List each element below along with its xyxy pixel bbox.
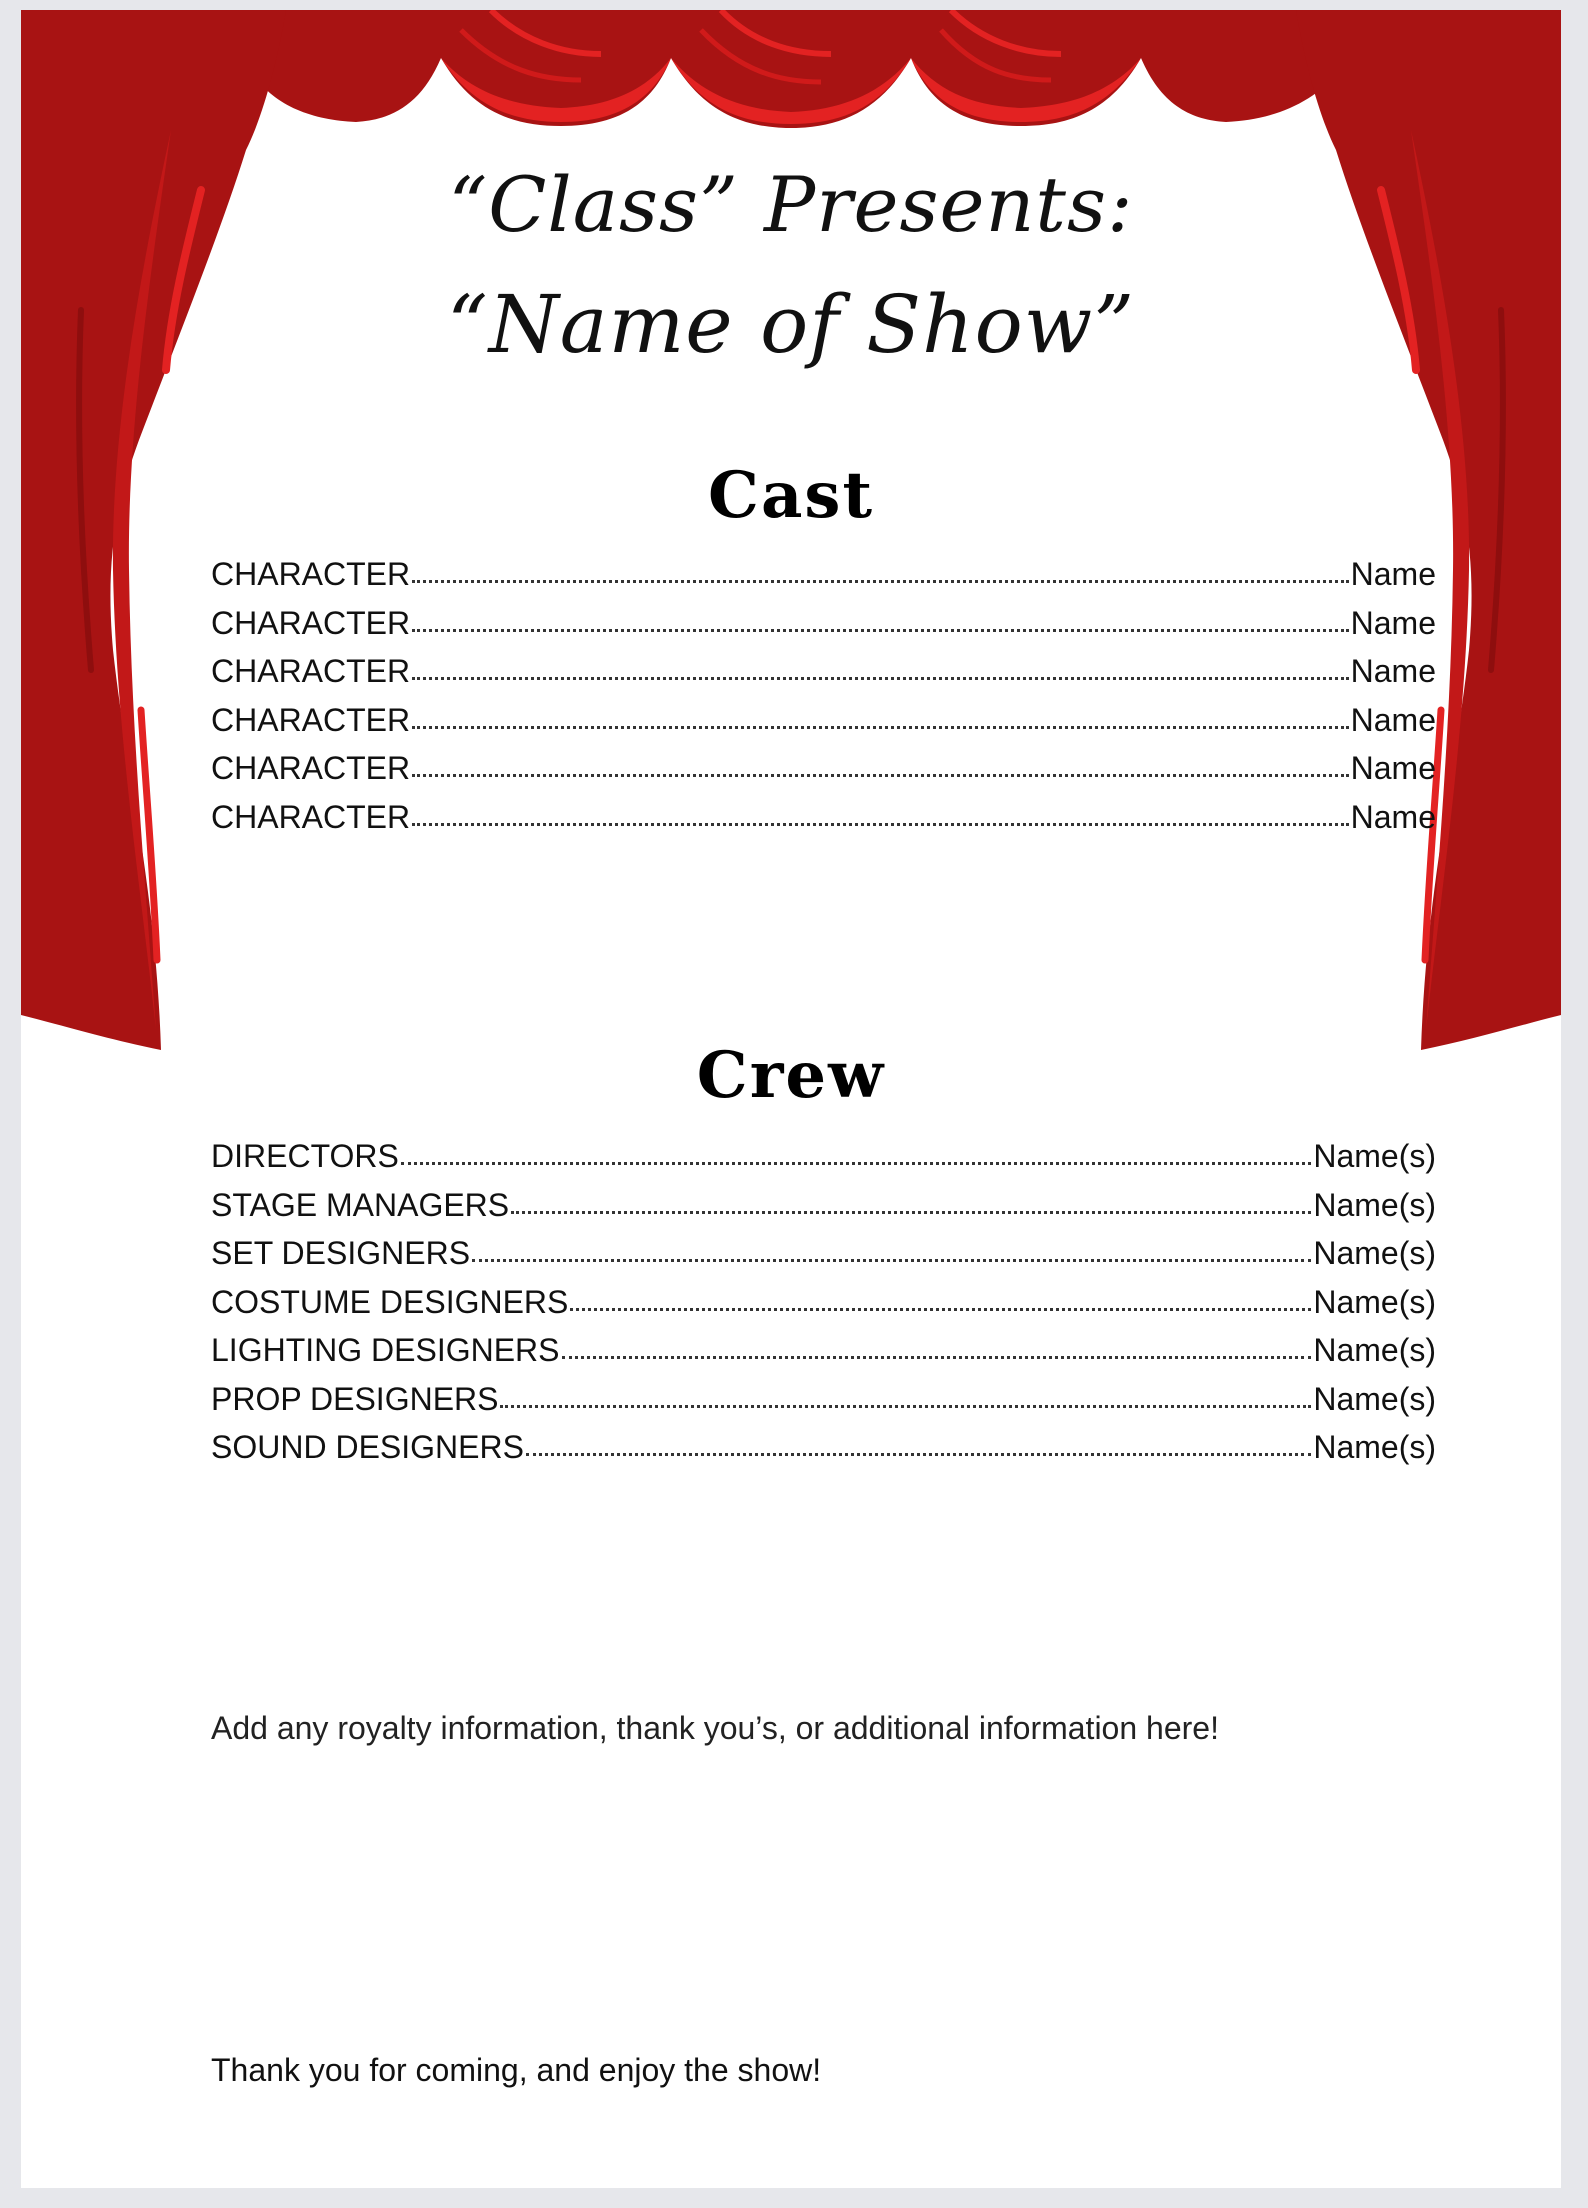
crew-name: Name(s) (1313, 1235, 1436, 1271)
crew-role: SOUND DESIGNERS (211, 1429, 524, 1465)
cast-name: Name (1350, 701, 1436, 738)
dot-leader (526, 1428, 1311, 1458)
dot-leader (562, 1331, 1312, 1361)
crew-name: Name(s) (1313, 1138, 1436, 1174)
crew-role: PROP DESIGNERS (211, 1380, 499, 1417)
crew-role: DIRECTORS (211, 1138, 399, 1174)
crew-role: COSTUME DESIGNERS (211, 1283, 569, 1320)
cast-name: Name (1350, 604, 1436, 641)
cast-role: CHARACTER (211, 604, 411, 641)
dot-leader (511, 1186, 1311, 1216)
cast-row (211, 696, 1436, 745)
crew-name: Name(s) (1313, 1186, 1436, 1223)
program-title-line2: “Name of Show” (446, 278, 1136, 371)
program-title-line1: “Class” Presents: (448, 160, 1134, 249)
cast-role: CHARACTER (211, 653, 411, 689)
cast-row (211, 550, 1436, 599)
dot-leader (500, 1380, 1311, 1410)
crew-role: LIGHTING DESIGNERS (211, 1332, 560, 1368)
cast-list (211, 550, 1436, 841)
cast-row (211, 647, 1436, 696)
crew-name: Name(s) (1313, 1332, 1436, 1368)
crew-heading: Crew (696, 1038, 886, 1113)
dot-leader (412, 652, 1349, 682)
dot-leader (570, 1283, 1311, 1313)
dot-leader (412, 604, 1349, 634)
cast-name: Name (1350, 750, 1436, 786)
dot-leader (401, 1137, 1311, 1167)
dot-leader (412, 701, 1349, 731)
dot-leader (412, 555, 1349, 585)
dot-leader (412, 749, 1349, 779)
program-page (21, 10, 1561, 2188)
cast-name: Name (1350, 798, 1436, 835)
crew-name: Name(s) (1313, 1283, 1436, 1320)
crew-name: Name(s) (1313, 1429, 1436, 1465)
cast-row (211, 793, 1436, 842)
cast-role: CHARACTER (211, 701, 411, 738)
cast-row (211, 744, 1436, 793)
cast-heading: Cast (708, 458, 874, 533)
dot-leader (412, 798, 1349, 828)
crew-role: STAGE MANAGERS (211, 1186, 510, 1223)
crew-row (211, 1181, 1436, 1230)
crew-role: SET DESIGNERS (211, 1235, 471, 1271)
curtain-valance (251, 10, 1341, 128)
crew-row (211, 1278, 1436, 1327)
crew-row (211, 1229, 1436, 1278)
crew-row (211, 1132, 1436, 1181)
cast-role: CHARACTER (211, 556, 411, 592)
dot-leader (472, 1234, 1311, 1264)
cast-role: CHARACTER (211, 798, 411, 835)
cast-role: CHARACTER (211, 750, 411, 786)
thank-you-message: Thank you for coming, and enjoy the show! (211, 2052, 822, 2088)
cast-name: Name (1350, 556, 1436, 592)
crew-list (211, 1132, 1436, 1472)
crew-name: Name(s) (1313, 1380, 1436, 1417)
crew-row (211, 1326, 1436, 1375)
crew-row (211, 1423, 1436, 1472)
cast-name: Name (1350, 653, 1436, 689)
cast-row (211, 599, 1436, 648)
additional-info-note: Add any royalty information, thank you’s, or additional information here! (211, 1710, 1219, 1746)
crew-row (211, 1375, 1436, 1424)
